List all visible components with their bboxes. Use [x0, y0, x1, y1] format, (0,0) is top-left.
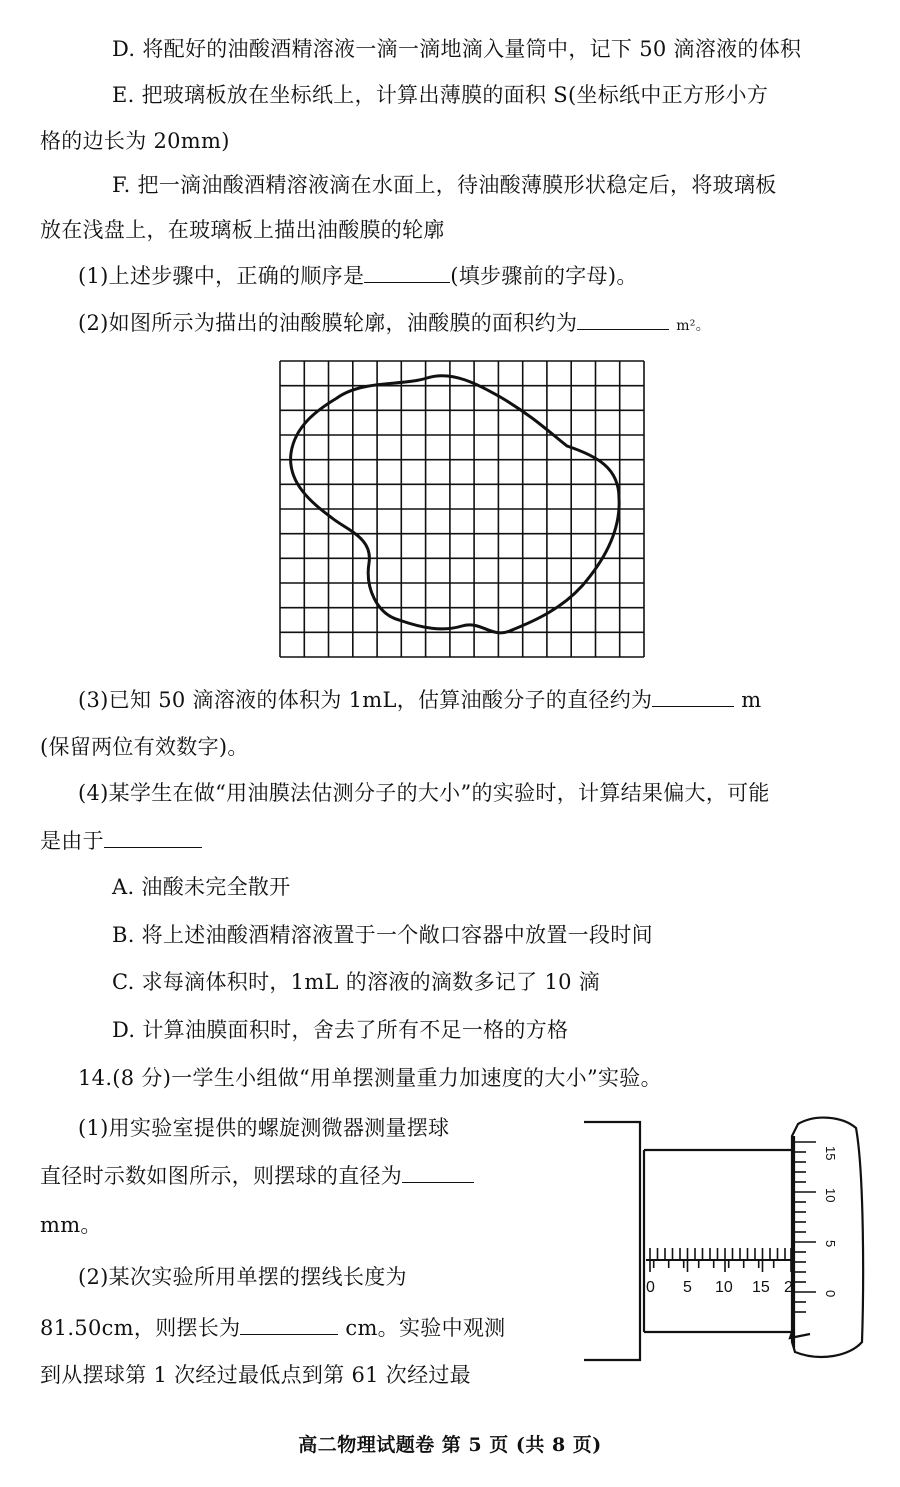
pendulum-length-text: 81.50cm，则摆长为 — [40, 1316, 241, 1340]
oil-film-grid-figure — [277, 358, 649, 660]
thimble-scale-ticks — [794, 1142, 816, 1312]
question-3-unit: m — [741, 688, 762, 712]
answer-blank-4[interactable] — [104, 825, 202, 848]
step-d: D. 将配好的油酸酒精溶液一滴一滴地滴入量筒中，记下 50 滴溶液的体积 — [112, 37, 802, 61]
question-14-2-line1: (2)某次实验所用单摆的摆线长度为 — [78, 1265, 407, 1289]
step-e-line2: 格的边长为 20mm) — [40, 129, 230, 153]
page-footer: 高二物理试题卷 第 5 页 (共 8 页) — [298, 1434, 602, 1456]
answer-blank-14-1[interactable] — [402, 1160, 474, 1183]
oil-film-outline — [291, 376, 620, 633]
main-scale-label: 2 — [784, 1279, 793, 1296]
option-d: D. 计算油膜面积时，舍去了所有不足一格的方格 — [112, 1018, 569, 1042]
question-14-1-line1: (1)用实验室提供的螺旋测微器测量摆球 — [78, 1116, 450, 1140]
answer-blank-2[interactable] — [577, 307, 669, 330]
main-scale-label: 10 — [715, 1279, 733, 1296]
question-14-2-line3: 到从摆球第 1 次经过最低点到第 61 次经过最 — [40, 1363, 471, 1387]
main-scale-label: 5 — [683, 1279, 692, 1296]
step-f-line2: 放在浅盘上，在玻璃板上描出油酸膜的轮廓 — [40, 218, 445, 242]
question-14-1-line3: mm。 — [40, 1213, 102, 1237]
question-3-line1 — [78, 684, 762, 715]
thimble-scale-label: 10 — [823, 1188, 838, 1203]
question-14-title: 14.(8 分)一学生小组做“用单摆测量重力加速度的大小”实验。 — [78, 1066, 662, 1090]
answer-blank-14-2[interactable] — [240, 1312, 338, 1335]
question-1 — [78, 260, 638, 291]
option-b: B. 将上述油酸酒精溶液置于一个敞口容器中放置一段时间 — [112, 923, 653, 947]
micrometer-figure — [580, 1112, 870, 1374]
question-2-text: (2)如图所示为描出的油酸膜轮廓，油酸膜的面积约为 — [78, 311, 578, 335]
step-f-line1: F. 把一滴油酸酒精溶液滴在水面上，待油酸薄膜形状稳定后，将玻璃板 — [112, 173, 777, 197]
answer-blank-1[interactable] — [364, 260, 450, 283]
question-14-1-line2 — [40, 1160, 474, 1191]
main-scale-label: 15 — [752, 1279, 770, 1296]
question-14-2-line2 — [40, 1312, 505, 1343]
option-a: A. 油酸未完全散开 — [112, 875, 291, 899]
question-1-text: (1)上述步骤中，正确的顺序是 — [78, 264, 365, 288]
step-e-line1: E. 把玻璃板放在坐标纸上，计算出薄膜的面积 S(坐标纸中正方形小方 — [112, 83, 769, 107]
thimble-scale-label: 0 — [823, 1290, 838, 1298]
question-2-unit: m²。 — [676, 318, 711, 334]
question-14-1-text: 直径时示数如图所示，则摆球的直径为 — [40, 1164, 403, 1188]
main-scale-label: 0 — [646, 1279, 655, 1296]
question-4-text: 是由于 — [40, 829, 104, 853]
micrometer-sleeve — [644, 1150, 810, 1338]
question-14-2-cont: cm。实验中观测 — [345, 1316, 506, 1340]
question-3-line2: (保留两位有效数字)。 — [40, 735, 249, 759]
grid-lines — [280, 361, 644, 657]
question-1-hint: (填步骤前的字母)。 — [450, 264, 638, 288]
thimble-scale-label: 15 — [823, 1146, 838, 1161]
question-4-line2 — [40, 825, 202, 856]
question-3-text: (3)已知 50 滴溶液的体积为 1mL，估算油酸分子的直径约为 — [78, 688, 653, 712]
thimble-scale-label: 5 — [823, 1240, 838, 1248]
question-4-line1: (4)某学生在做“用油膜法估测分子的大小”的实验时，计算结果偏大，可能 — [78, 781, 770, 805]
micrometer-frame — [584, 1122, 640, 1360]
option-c: C. 求每滴体积时，1mL 的溶液的滴数多记了 10 滴 — [112, 970, 601, 994]
question-2 — [78, 307, 710, 341]
answer-blank-3[interactable] — [652, 684, 734, 707]
